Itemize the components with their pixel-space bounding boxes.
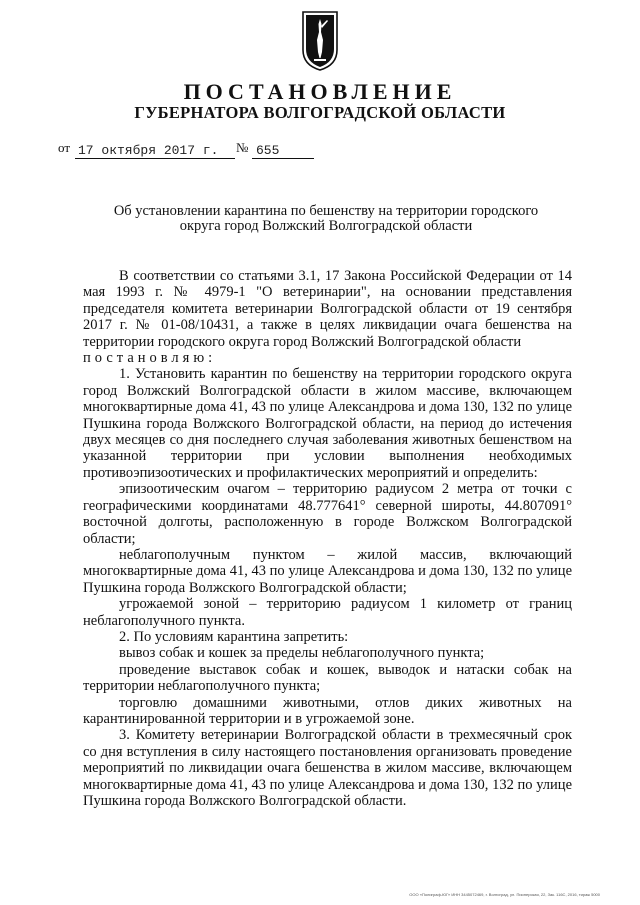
- volgograd-coat-of-arms-icon: [300, 10, 340, 72]
- paragraph-1a: эпизоотическим очагом – территорию радиусом 2 метра от точки с географическими координатами 48.777641° северной широты, 44.807091° восточной долготы, расположенную в городе Волжском Волгоградской области;: [83, 481, 572, 547]
- paragraph-2b: проведение выставок собак и кошек, выводок и натаски собак на территории неблагополучного пункта;: [83, 661, 572, 695]
- paragraph-2a: вывоз собак и кошек за пределы неблагополучного пункта;: [119, 645, 485, 662]
- number-label: №: [236, 140, 249, 155]
- paragraph-3: 3. Комитету ветеринарии Волгоградской области в трехмесячный срок со дня вступления в силу настоящего постановления организовать проведение мероприятий по ликвидации очага бешенства в жилом массиве, включающем многоквартирные дома 41, 43 по улице Александрова и дома 130, 132 по улице Пушкина города Волжского Волгоградской области.: [83, 727, 572, 809]
- paragraph-intro: В соответствии со статьями 3.1, 17 Закона Российской Федерации от 14 мая 1993 г. № 4979-1 "О ветеринарии", на основании представления председателя комитета ветеринарии Волгоградской области от 19 сентября 2017 г. № 01-08/10431, а также в целях ликвидации очага бешенства на территории городского округа город Волжский Волгоградской области: [83, 268, 572, 350]
- paragraph-decree: [83, 350, 572, 366]
- date-underline: [75, 158, 235, 159]
- paragraph-1b: неблагополучным пунктом – жилой массив, включающий многоквартирные дома 41, 43 по улице Александрова и дома 130, 132 по улице Пушкина города Волжского Волгоградской области;: [83, 546, 572, 596]
- paragraph-1c: угрожаемой зоной – территорию радиусом 1 километр от границ неблагополучного пункта.: [83, 596, 572, 629]
- document-title: ПОСТАНОВЛЕНИЕ: [183, 79, 457, 104]
- number-underline: [252, 158, 314, 159]
- document-body: [83, 268, 572, 809]
- paragraph-2c: торговлю домашними животными, отлов диких животных на карантинированной территории и в угрожаемой зоне.: [83, 694, 572, 727]
- document-subtitle: ГУБЕРНАТОРА ВОЛГОГРАДСКОЙ ОБЛАСТИ: [134, 103, 506, 122]
- paragraph-2: 2. По условиям карантина запретить:: [119, 628, 349, 645]
- decree-word: постановляю:: [83, 350, 217, 367]
- paragraph-1: 1. Установить карантин по бешенству на территории городского округа город Волжский Волгоградской области в жилом массиве, включающем многоквартирные дома 41, 43 по улице Александрова и дома 130, 132 по улице Пушкина города Волжского Волгоградской области, на период до истечения двух месяцев со дня последнего случая заболевания животных бешенством на указанной территории при условии выполнения необходимых противоэпизоотических и профилактических мероприятий и определить:: [83, 366, 572, 481]
- printer-imprint: ООО «Полиграф-ЮГ» ИНН 3445072469, г. Волгоград, ул. Пионерская, 22, Зак. 116С, 2016, тираж 5000: [409, 892, 600, 897]
- date-value: 17 октября 2017 г.: [78, 143, 219, 158]
- number-value: 655: [256, 143, 280, 158]
- document-subject: Об установлении карантина по бешенству на территории городского округа город Волжский Волгоградской области: [113, 203, 539, 234]
- date-label: от: [58, 140, 71, 155]
- document-meta: [58, 140, 358, 162]
